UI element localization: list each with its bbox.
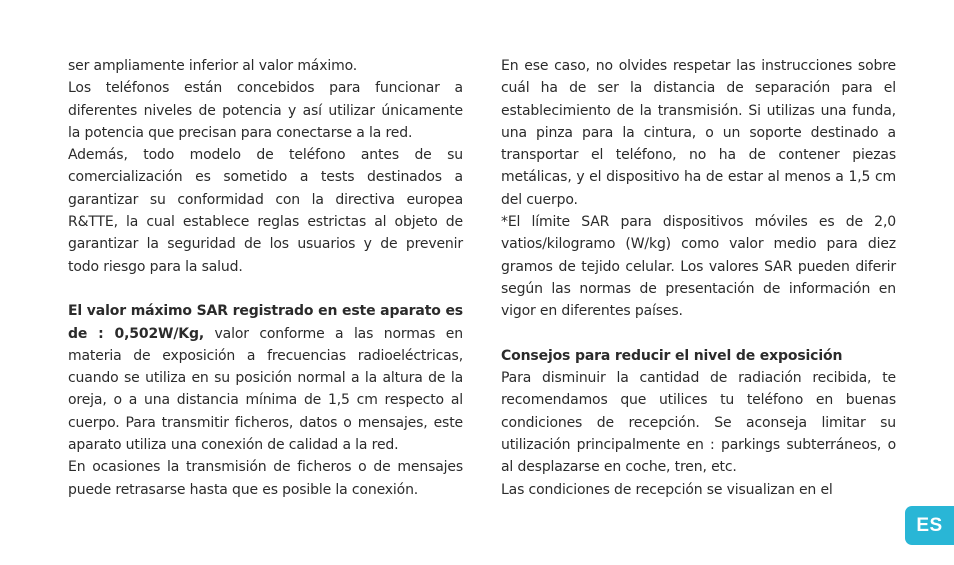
left-text-column — [68, 55, 463, 501]
right-text-column — [501, 55, 896, 501]
paragraph-sar-limit: *El límite SAR para dispositivos móviles es de 2,0 vatios/kilogramo (W/kg) como valor medio para diez gramos de tejido celular. Los valores SAR pueden diferir según las normas de presentación de información en vigor en diferentes países. — [501, 214, 896, 320]
paragraph-gap — [68, 278, 463, 300]
paragraph-separation-distance: En ese caso, no olvides respetar las instrucciones sobre cuál ha de ser la distancia de separación para el establecimiento de la transmisión. Si utilizas una funda, una pinza para la cintura, o un soporte destinado a transportar el teléfono, no ha de contener piezas metálicas, y el dispositivo ha de estar al menos a 1,5 cm del cuerpo. — [501, 58, 896, 208]
paragraph-transmission-delay: En ocasiones la transmisión de ficheros o de mensajes puede retrasarse hasta que es posible la conexión. — [68, 459, 463, 498]
paragraph-reception-conditions: Las condiciones de recepción se visualizan en el — [501, 481, 833, 498]
paragraph-sar-value — [68, 300, 463, 456]
language-tab-es: ES — [905, 506, 954, 545]
paragraph-gap — [501, 323, 896, 345]
sar-value-emphasis: El valor máximo SAR registrado en este aparato es de : 0,502W/Kg, — [68, 303, 463, 342]
paragraph-power-levels: Los teléfonos están concebidos para funcionar a diferentes niveles de potencia y así utilizar únicamente la potencia que precisan para conectarse a la red. — [68, 80, 463, 141]
paragraph-reduce-exposure: Para disminuir la cantidad de radiación recibida, te recomendamos que utilices tu teléfono en buenas condiciones de recepción. Se aconseja limitar su utilización principalmente en : parkings subterráneos, o al desplazarse en coche, tren, etc. — [501, 370, 896, 476]
section-heading: Consejos para reducir el nivel de exposición — [501, 347, 843, 364]
sar-value-text: valor conforme a las normas en materia de exposición a frecuencias radioeléctricas, cuando se utiliza en su posición normal a la altura de la oreja, o a una distancia mínima de 1,5 cm respecto al cuerpo. Para transmitir ficheros, datos o mensajes, este aparato utiliza una conexión de calidad a la red. — [68, 325, 463, 454]
paragraph-continuation: ser ampliamente inferior al valor máximo. — [68, 58, 358, 74]
paragraph-rtte-directive: Además, todo modelo de teléfono antes de su comercialización es sometido a tests destinados a garantizar su conformidad con la directiva europea R&TTE, la cual establece reglas estrictas al objeto de garantizar la seguridad de los usuarios y de prevenir todo riesgo para la salud. — [68, 147, 463, 275]
